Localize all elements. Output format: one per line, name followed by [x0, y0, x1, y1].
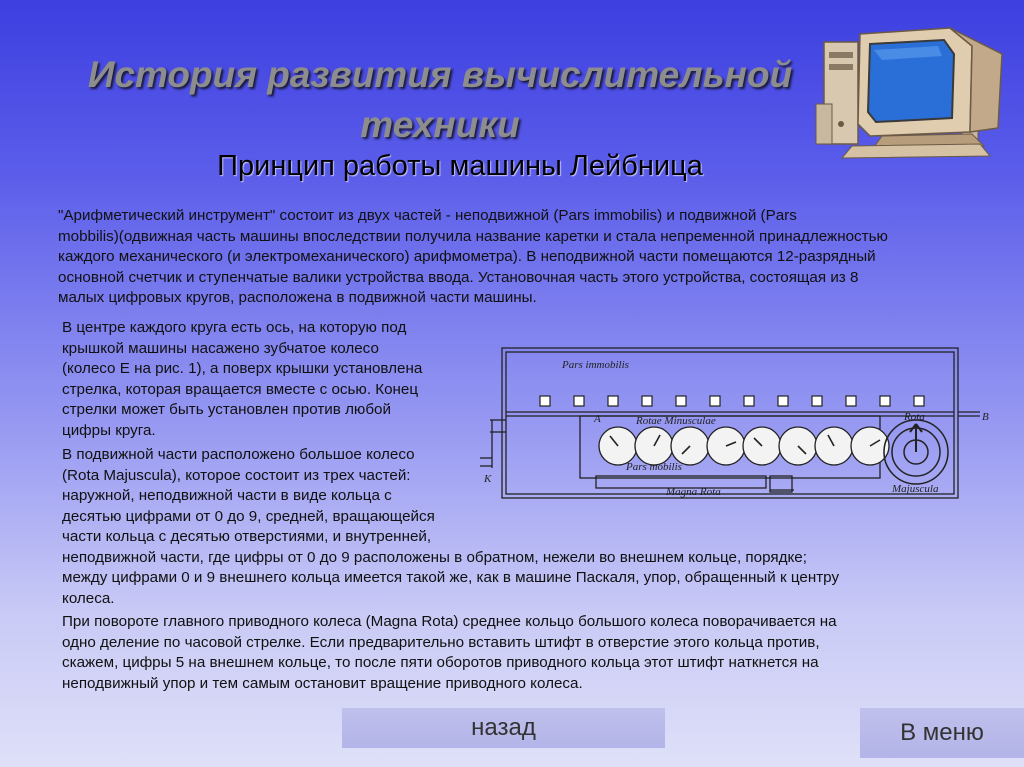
text-line: (Rota Majuscula), которое состоит из трех частей: [62, 466, 411, 484]
page-title-line1: История развития вычислительной [87, 54, 793, 95]
text-line: одно деление по часовой стрелке. Если предварительно вставить штифт в отверстие этого кольца против, [62, 633, 820, 651]
text-line: колеса. [62, 589, 115, 607]
text-line: цифры круга. [62, 421, 156, 439]
text-line: крышкой машины насажено зубчатое колесо [62, 339, 379, 357]
text-line: mobbilis)(одвижная часть машины впоследствии получила название каретки и стала непременной принадлежностью [58, 227, 888, 245]
label-letter-a: A [594, 413, 601, 425]
text-line: "Арифметический инструмент" состоит из двух частей - неподвижной (Pars immobilis) и подвижной (Pars [58, 207, 797, 224]
label-magna-rota: Magna Rota [666, 486, 721, 498]
text-line: скажем, цифры 5 на внешнем кольце, то после пяти оборотов приводного кольца этот штифт наткнется на [62, 654, 819, 671]
text-line: стрелки может быть установлен против любой [62, 401, 391, 418]
intro-paragraph [58, 206, 888, 309]
label-letter-b: B [982, 411, 989, 423]
label-rotae-minusculae: Rotae Minusculae [636, 415, 716, 427]
text-line: (колесо E на рис. 1), а поверх крышки установлена [62, 360, 423, 377]
magna-rota-paragraph [62, 612, 837, 694]
text-line: При повороте главного приводного колеса (Magna Rota) среднее кольцо большого колеса поворачивается на [62, 613, 837, 630]
text-line: неподвижный упор и тем самым остановит вращение приводного колеса. [62, 674, 583, 692]
label-majuscula: Majuscula [892, 483, 939, 495]
text-line: В подвижной части расположено большое колесо [62, 446, 415, 463]
text-line: части кольца с десятью отверстиями, и внутренней, [62, 528, 432, 545]
label-pars-immobilis: Pars immobilis [562, 359, 629, 371]
text-line: десятью цифрами от 0 до 9, средней, вращающейся [62, 507, 435, 525]
text-line: каждого механического (и электромеханического) арифмометра). В неподвижной части помещаются 12-разрядный [58, 248, 876, 265]
page-title-line2: техники [360, 104, 520, 145]
page-subtitle: Принцип работы машины Лейбница [217, 150, 703, 182]
label-pars-mobilis: Pars mobilis [626, 461, 682, 473]
text-line: В центре каждого круга есть ось, на которую под [62, 319, 407, 336]
text-line: основной счетчик и ступенчатые валики устройства ввода. Установочная часть этого устройства, состоящая из 8 [58, 268, 859, 286]
leibniz-machine-diagram [470, 340, 990, 540]
text-line: неподвижной части, где цифры от 0 до 9 расположены в обратном, нежели во внешнем кольце, порядке; [62, 548, 807, 566]
computer-icon [812, 24, 1022, 160]
back-button[interactable]: назад [342, 708, 665, 748]
text-line: стрелка, которая вращается вместе с осью. Конец [62, 380, 419, 398]
menu-button[interactable]: В меню [860, 708, 1024, 758]
circle-axis-paragraph [62, 318, 422, 441]
text-line: наружной, неподвижной части в виде кольца с [62, 487, 392, 504]
label-rota: Rota [904, 411, 925, 423]
label-letter-k: K [484, 473, 492, 485]
text-line: между цифрами 0 и 9 внешнего кольца имеется такой же, как в машине Паскаля, упор, обращенный к центру [62, 569, 840, 586]
text-line: малых цифровых кругов, расположена в подвижной части машины. [58, 289, 537, 306]
